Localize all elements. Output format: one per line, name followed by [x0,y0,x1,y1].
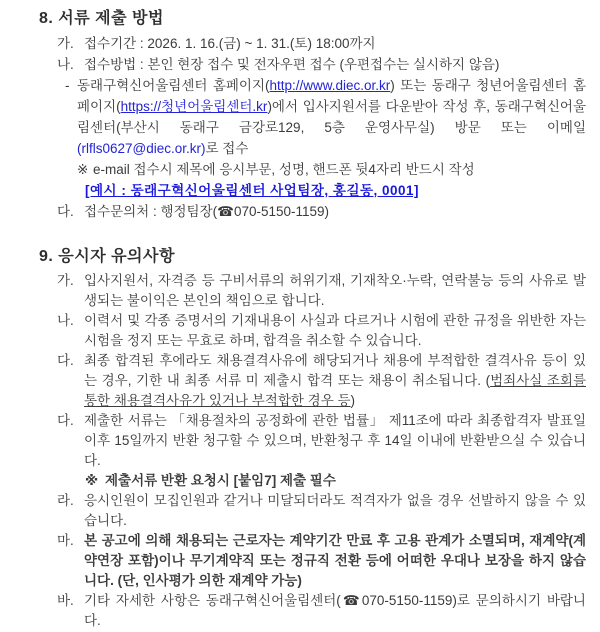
phone-icon: ☎ [340,593,362,608]
email-subject-example: [예시 : 동래구혁신어울림센터 사업팀장, 홍길동, 0001] [85,183,420,198]
item-text [84,201,586,222]
sub-item-email-note [77,159,586,180]
item-text: 입사지원서, 자격증 등 구비서류의 허위기재, 기재착오·누락, 연락불능 등의 사유로 발생되는 불이익은 본인의 책임으로 합니다. [84,273,586,308]
list-item-contract-terms [57,531,586,591]
note-text: e-mail 접수시 제목에 응시부문, 성명, 핸드폰 뒷4자리 반드시 작성 [93,162,475,177]
note-text: 제출서류 반환 요청시 [붙임7] 제출 필수 [105,473,336,488]
text-segment: 로 접수 [205,141,249,156]
item-text: 접수기간 : 2026. 1. 16.(금) ~ 1. 31.(토) 18:00까지 [84,36,376,51]
item-label: 나. [57,313,74,328]
item-text: 접수방법 : 본인 현장 접수 및 전자우편 접수 (우편접수는 실시하지 않음) [84,57,500,72]
phone-number: 070-5150-1159) [233,204,330,219]
sub-item-email-example [85,180,586,201]
item-label: 바. [57,593,74,608]
item-label: 다. [57,353,74,368]
underlined-text: 범죄사실 조회를 통한 채용결격사유가 있거나 부적합한 경우 등 [84,373,586,408]
text-segment: 최종 합격된 후에라도 채용결격사유에 해당되거나 채용에 부적합한 결격사유 등이 있는 경우, 기한 내 최종 서류 미 제출시 합격 또는 채용이 취소됩니다. ( [84,353,586,388]
dash-bullet: - [65,78,70,93]
item-text: 제출한 서류는 「채용절차의 공정화에 관한 법률」 제11조에 따라 최종합격자 발표일 이후 15일까지 반환 청구할 수 있으며, 반환청구 후 14일 이내에 반환받으실 수 있습니다. [84,413,586,468]
section-8-heading: 8. 서류 제출 방법 [39,10,164,27]
text-segment: 접수문의처 : 행정팀장( [84,204,218,219]
item-text: 응시인원이 모집인원과 같거나 미달되더라도 적격자가 없을 경우 선발하지 않을 수 있습니다. [84,493,586,528]
section-applicant-notices [39,244,586,631]
diec-homepage-link[interactable]: http://www.diec.or.kr [269,78,391,93]
list-item-reception-period [57,33,586,54]
text-segment: 동래구혁신어울림센터 홈페이지( [77,78,270,93]
item-label: 가. [57,36,74,51]
item-label: 다. [57,204,74,219]
section-submission-method [39,6,586,222]
phone-icon: ☎ [217,204,234,219]
item-label: 가. [57,273,74,288]
email-link[interactable]: (rlfls0627@diec.or.kr) [77,141,206,156]
item-label: 나. [57,57,74,72]
list-item-false-statement [57,271,586,311]
text-segment: ) 또는 동래구 청년어울림센터 홈페이지( [77,78,587,114]
item-label: 라. [57,493,74,508]
section-9-heading: 9. 응시자 유의사항 [39,248,175,265]
text-segment: ) [350,393,356,408]
list-item-contact [57,201,586,222]
text-segment: 기타 자세한 사항은 동래구혁신어울림센터( [84,593,341,608]
item-label: 마. [57,533,74,548]
sub-item-download-instructions [65,75,586,159]
list-item-rule-violation [57,311,586,351]
sub-item-text [77,75,586,159]
list-item-document-return [57,411,586,471]
list-item-other-inquiries [57,591,586,631]
item-text [84,591,586,631]
youth-center-homepage-link[interactable]: https://청년어울림센터.kr [120,99,268,114]
list-item-no-selection [57,491,586,531]
item-text [84,351,586,411]
item-text: 이력서 및 각종 증명서의 기재내용이 사실과 다르거나 시험에 관한 규정을 위반한 자는 시험을 정지 또는 무효로 하며, 합격을 취소할 수 있습니다. [84,313,586,348]
item-label: 다. [57,413,74,428]
reference-mark-icon: ※ [77,162,89,177]
phone-number: 070-5150-1159)로 문의하시기 바랍니다. [84,593,586,628]
sub-item-return-note [85,471,586,491]
list-item-reception-method [57,54,586,75]
reference-mark-icon: ※ [85,473,99,488]
text-segment: )에서 입사지원서를 다운받아 작성 후, 동래구혁신어울림센터(부산시 동래구 금강로129, 5층 운영사무실) 방문 또는 이메일 [77,99,586,135]
list-item-disqualification [57,351,586,411]
item-text: 본 공고에 의해 채용되는 근로자는 계약기간 만료 후 고용 관계가 소멸되며, 재계약(계약연장 포함)이나 무기계약직 또는 정규직 전환 등에 어떠한 우대나 보장을 하지 않습니다. (단, 인사평가 의한 재계약 가능) [84,533,586,588]
